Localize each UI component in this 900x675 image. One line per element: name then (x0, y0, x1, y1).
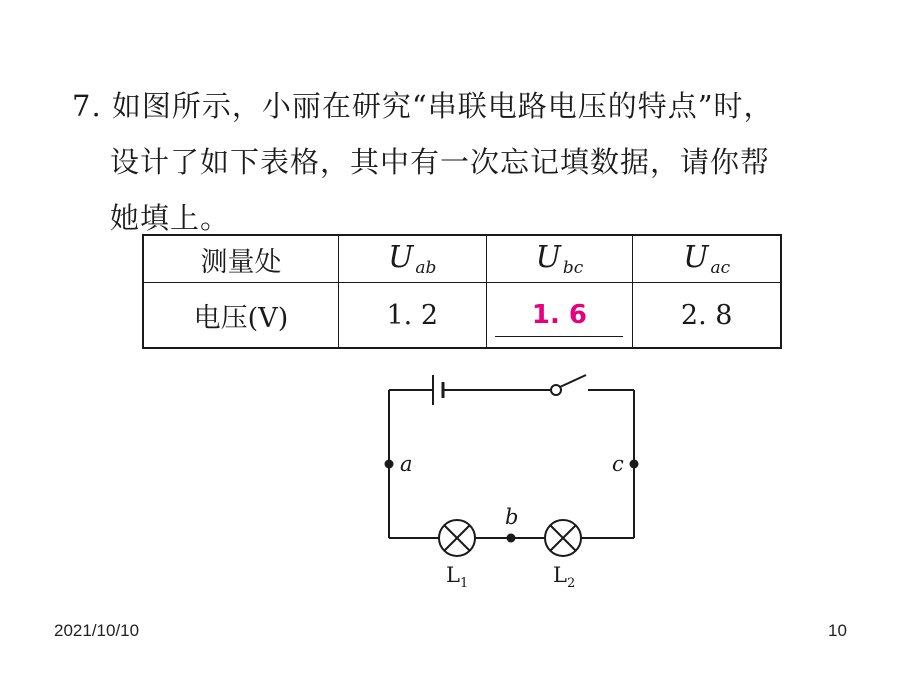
switch-lever (560, 375, 586, 387)
point-b-label: b (505, 505, 519, 529)
point-a-label: a (400, 452, 413, 476)
value-uab-cell: 1. 2 (338, 283, 486, 349)
header-uac-cell (633, 235, 781, 283)
page-number: 10 (828, 621, 847, 640)
header-ubc-cell (486, 235, 633, 283)
lamp-1-subscript: 1 (459, 576, 469, 591)
u-subscript: ab (415, 258, 437, 278)
answer-value: 1. 6 (531, 299, 588, 330)
table-header-row (143, 235, 781, 283)
u-symbol: U (683, 240, 709, 275)
lamp-2-letter: L (553, 563, 567, 587)
header-label-cell: 测量处 (143, 235, 338, 283)
question-line-3: 她填上。 (110, 201, 231, 235)
value-ubc-cell (486, 283, 633, 349)
table-value-row (143, 283, 781, 349)
footer-date: 2021/10/10 (54, 621, 140, 640)
row-label-cell: 电压(V) (143, 283, 338, 349)
header-uab-cell (338, 235, 486, 283)
circuit-diagram (350, 365, 660, 605)
value-uac-cell: 2. 8 (633, 283, 781, 349)
u-subscript: ac (710, 258, 731, 278)
point-c-dot (630, 460, 639, 469)
question-text (72, 78, 852, 246)
point-a-dot (385, 460, 394, 469)
u-symbol: U (388, 240, 414, 275)
lamp-2-label (553, 563, 575, 591)
voltage-table (142, 234, 782, 349)
question-line-1: 7. 如图所示，小丽在研究“串联电路电压的特点”时， (72, 89, 774, 123)
u-subscript: bc (562, 258, 584, 278)
answer-blank (495, 294, 623, 337)
lamp-1-letter: L (446, 563, 460, 587)
point-b-dot (507, 534, 516, 543)
point-c-label: c (612, 452, 624, 476)
lamp-2-subscript: 2 (566, 576, 576, 591)
switch-pivot (551, 385, 561, 395)
question-line-2: 设计了如下表格，其中有一次忘记填数据，请你帮 (110, 145, 771, 179)
lamp-1-label (446, 563, 468, 591)
u-symbol: U (535, 240, 561, 275)
